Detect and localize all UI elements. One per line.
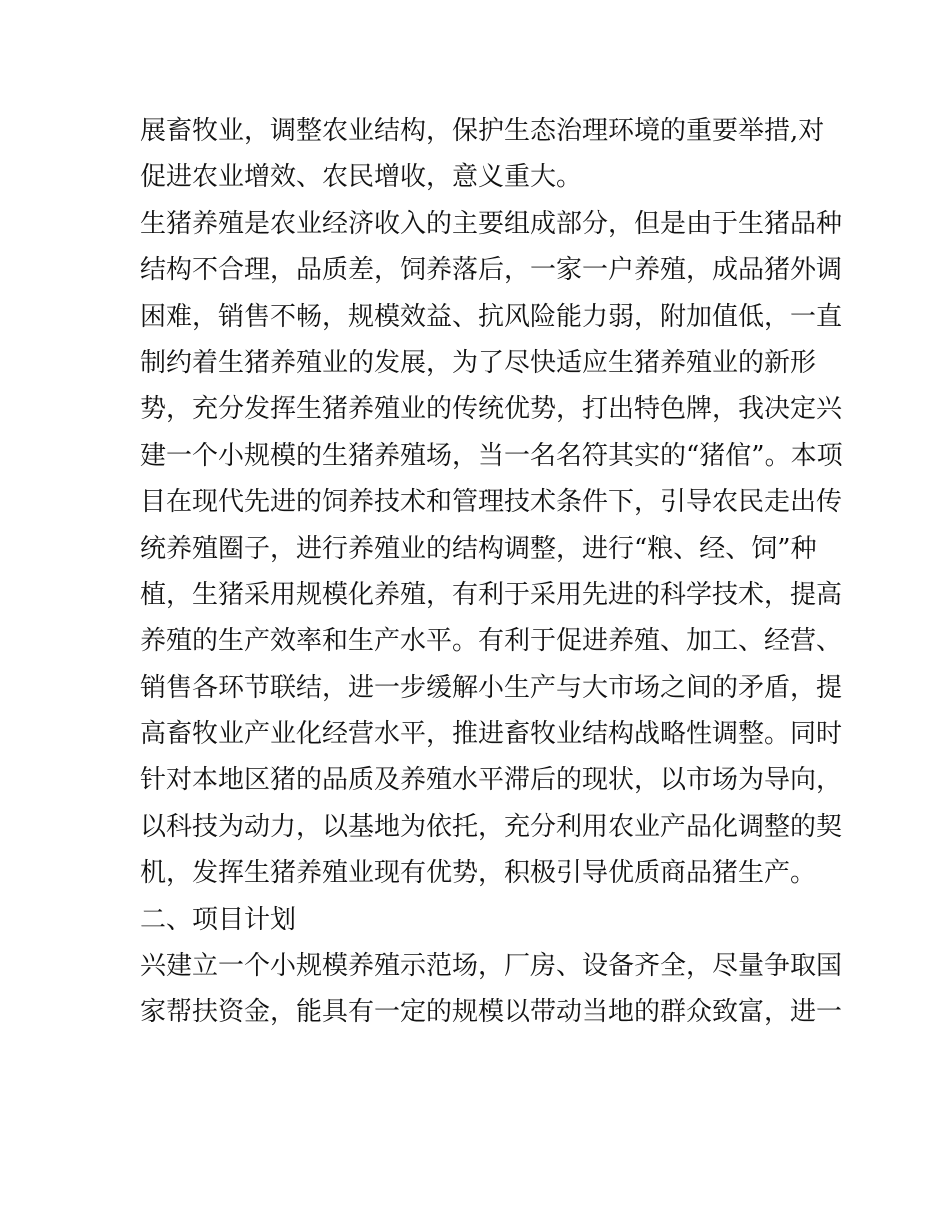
paragraph-project-plan bbox=[140, 943, 843, 1036]
text-line: 家帮扶资金，能具有一定的规模以带动当地的群众致富，进一 bbox=[140, 997, 843, 1028]
text-line: 高畜牧业产业化经营水平，推进畜牧业结构战略性调整。同时 bbox=[140, 719, 843, 750]
document-body bbox=[140, 108, 843, 1036]
heading-line: 二、项目计划 bbox=[140, 904, 297, 935]
text-line: 机，发挥生猪养殖业现有优势，积极引导优质商品猪生产。 bbox=[140, 858, 817, 889]
text-line: 制约着生猪养殖业的发展，为了尽快适应生猪养殖业的新形 bbox=[140, 347, 817, 378]
section-heading-project-plan bbox=[140, 897, 812, 943]
paragraph-pig-farming-background bbox=[140, 201, 843, 897]
text-line: 目在现代先进的饲养技术和管理技术条件下，引导农民走出传 bbox=[140, 487, 843, 518]
text-line: 统养殖圈子，进行养殖业的结构调整，进行“粮、经、饲”种 bbox=[140, 533, 817, 564]
text-line: 生猪养殖是农业经济收入的主要组成部分，但是由于生猪品种 bbox=[140, 208, 843, 239]
text-line: 建一个小规模的生猪养殖场，当一名名符其实的“猪倌”。本项 bbox=[140, 440, 843, 471]
text-line: 困难，销售不畅，规模效益、抗风险能力弱，附加值低，一直 bbox=[140, 301, 843, 332]
text-line: 促进农业增效、农民增收，意义重大。 bbox=[140, 162, 583, 193]
text-line: 养殖的生产效率和生产水平。有利于促进养殖、加工、经营、 bbox=[140, 626, 843, 657]
text-line: 结构不合理，品质差，饲养落后，一家一户养殖，成品猪外调 bbox=[140, 255, 843, 286]
text-line: 针对本地区猪的品质及养殖水平滞后的现状，以市场为导向， bbox=[140, 765, 843, 796]
paragraph-continuation bbox=[140, 108, 825, 201]
text-line: 展畜牧业，调整农业结构，保护生态治理环境的重要举措,对 bbox=[140, 116, 825, 146]
text-line: 兴建立一个小规模养殖示范场，厂房、设备齐全，尽量争取国 bbox=[140, 951, 843, 982]
text-line: 以科技为动力，以基地为依托，充分利用农业产品化调整的契 bbox=[140, 811, 843, 842]
text-line: 势，充分发挥生猪养殖业的传统优势，打出特色牌，我决定兴 bbox=[140, 394, 843, 425]
text-line: 销售各环节联结，进一步缓解小生产与大市场之间的矛盾，提 bbox=[140, 672, 843, 703]
text-line: 植，生猪采用规模化养殖，有利于采用先进的科学技术，提高 bbox=[140, 579, 843, 610]
